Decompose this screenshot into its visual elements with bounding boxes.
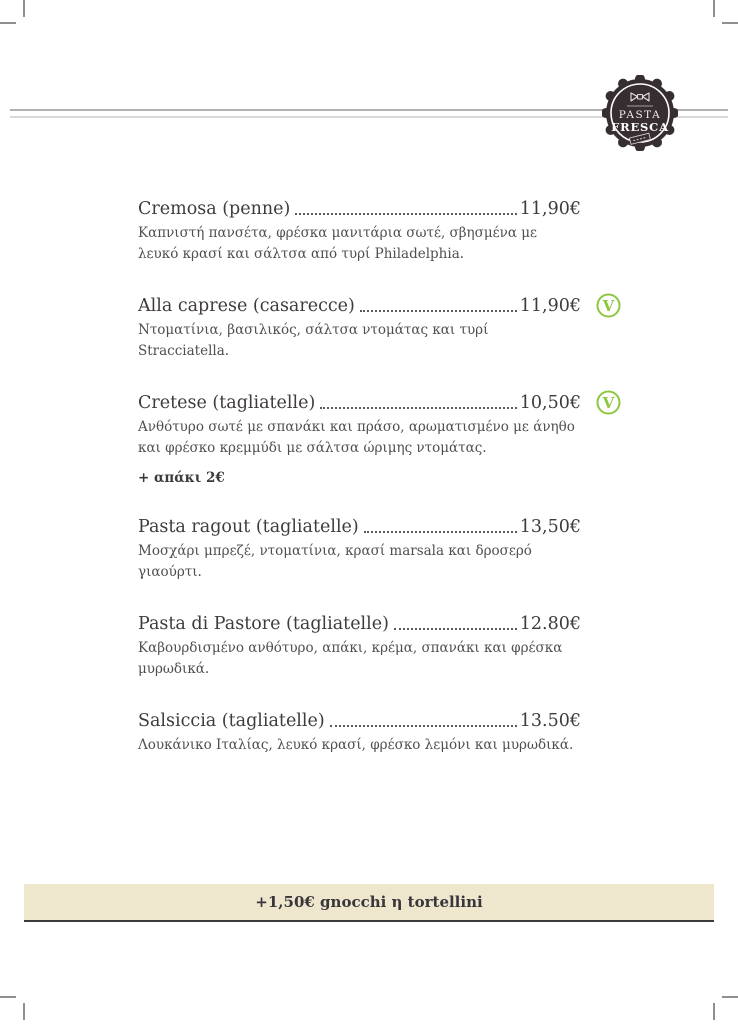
item-description: Ανθότυρο σωτέ με σπανάκι και πράσο, αρωματισμένο με άνηθο και φρέσκο κρεμμύδι με σάλτσα ώριμης ντομάτας. (138, 419, 575, 456)
item-description: Λουκάνικο Ιταλίας, λευκό κρασί, φρέσκο λεμόνι και μυρωδικά. (138, 737, 574, 753)
item-name: Pasta di Pastore (tagliatelle) (138, 614, 389, 634)
dotted-leader (360, 310, 517, 312)
item-price: 12.80€ (519, 614, 581, 634)
vegetarian-icon (596, 293, 621, 318)
item-name: Alla caprese (casarecce) (138, 296, 355, 316)
menu-item-cremosa (138, 198, 581, 265)
badge-line2: FRESCA (611, 120, 669, 134)
crop-mark-top-left-h (0, 22, 16, 24)
item-name: Cretese (tagliatelle) (138, 393, 316, 413)
item-price: 11,90€ (519, 296, 581, 316)
crop-mark-bottom-right-h (722, 996, 738, 998)
item-name: Pasta ragout (tagliatelle) (138, 517, 359, 537)
promo-banner-text: +1,50€ gnocchi η tortellini (255, 893, 483, 911)
pasta-fresca-badge (602, 75, 678, 151)
menu-list (138, 198, 615, 786)
dotted-leader (320, 407, 516, 409)
item-price: 10,50€ (519, 393, 581, 413)
item-name: Salsiccia (tagliatelle) (138, 711, 325, 731)
menu-item-pasta-di-pastore (138, 613, 581, 680)
promo-banner (24, 884, 714, 922)
vegetarian-icon (596, 390, 621, 415)
crop-mark-bottom-right-v (713, 1003, 715, 1020)
item-name: Cremosa (penne) (138, 199, 291, 219)
menu-item-cretese (138, 392, 615, 486)
dotted-leader (330, 725, 517, 727)
item-description: Καβουρδισμένο ανθότυρο, απάκι, κρέμα, σπανάκι και φρέσκα μυρωδικά. (138, 640, 563, 677)
badge-stamp-icon (602, 75, 678, 151)
dotted-leader (364, 531, 517, 533)
crop-mark-top-right-v (713, 0, 715, 17)
dotted-leader (295, 213, 516, 215)
item-price: 13,50€ (519, 517, 581, 537)
item-description: Καπνιστή πανσέτα, φρέσκα μανιτάρια σωτέ, σβησμένα με λευκό κρασί και σάλτσα από τυρί Philadelphia. (138, 225, 538, 262)
crop-mark-bottom-left-h (0, 996, 16, 998)
menu-item-pasta-ragout (138, 516, 581, 583)
crop-mark-bottom-left-v (23, 1003, 25, 1020)
item-extra-option: + απάκι 2€ (138, 470, 225, 486)
item-description: Ντοματίνια, βασιλικός, σάλτσα ντομάτας και τυρί Stracciatella. (138, 322, 489, 359)
svg-text:V: V (602, 297, 615, 315)
item-price: 13.50€ (519, 711, 581, 731)
item-description: Μοσχάρι μπρεζέ, ντοματίνια, κρασί marsala και δροσερό γιαούρτι. (138, 543, 532, 580)
menu-item-alla-caprese (138, 295, 615, 362)
crop-mark-top-right-h (722, 22, 738, 24)
item-price: 11,90€ (519, 199, 581, 219)
badge-line1: PASTA (618, 109, 662, 121)
crop-mark-top-left-v (23, 0, 25, 17)
dotted-leader (394, 628, 517, 630)
svg-text:V: V (602, 394, 615, 412)
menu-item-salsiccia (138, 710, 581, 756)
